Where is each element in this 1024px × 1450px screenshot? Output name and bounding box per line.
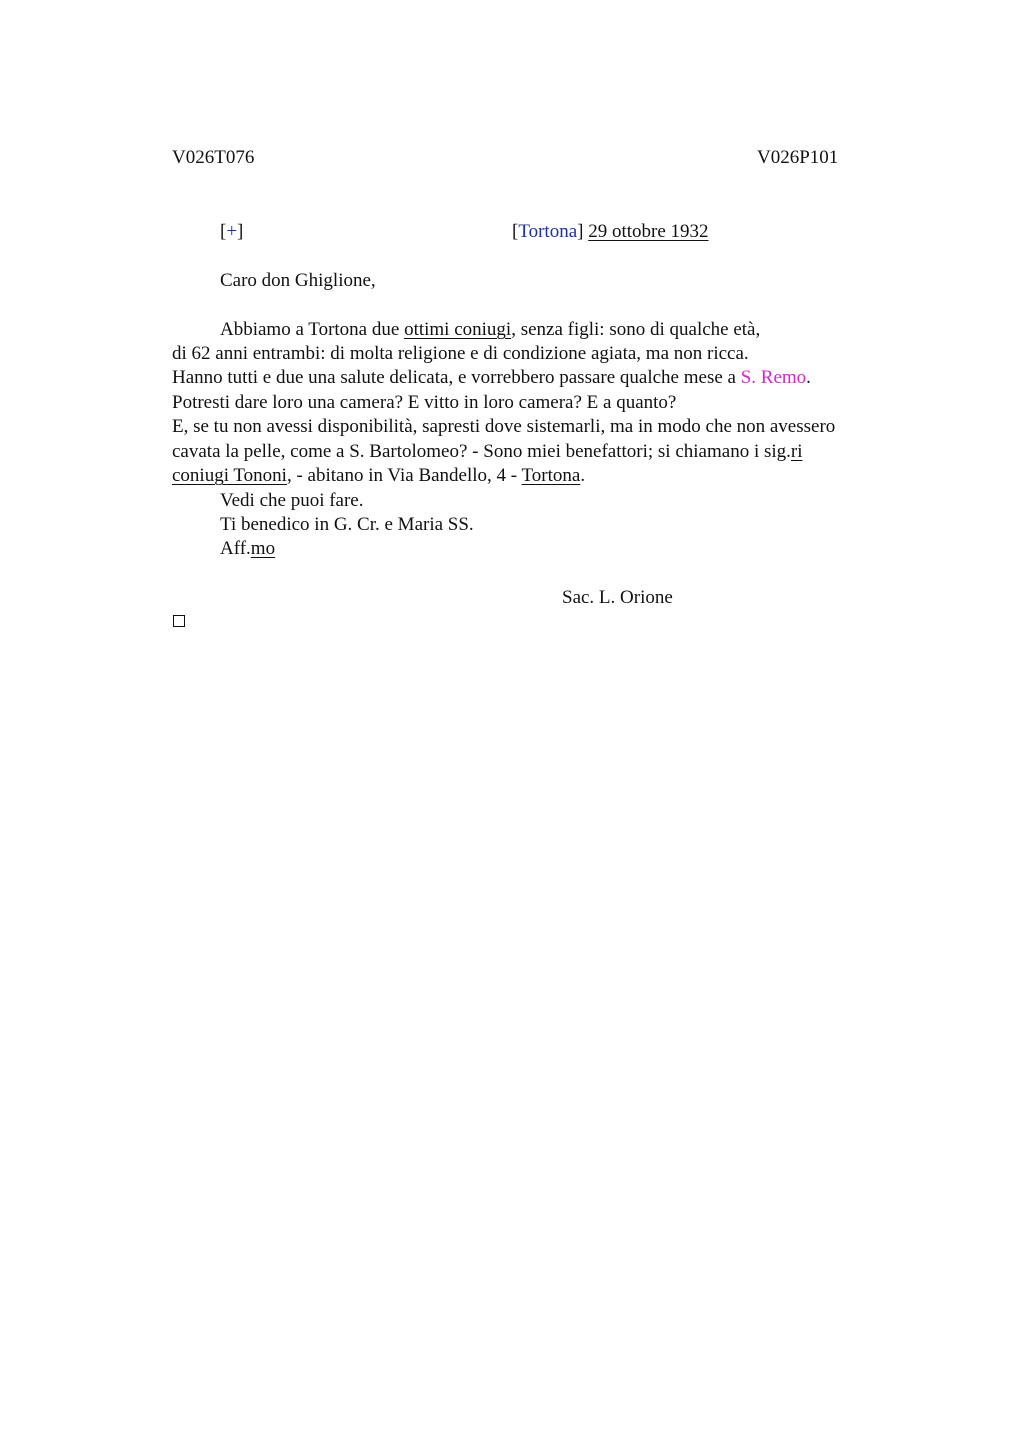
bracket-open: [: [220, 221, 227, 242]
place-name: S. Remo: [740, 367, 807, 388]
text-run: cavata la pelle, come a S. Bartolomeo? - Sono miei benefattori; si chiamano i sig.: [172, 441, 791, 462]
letter-date: 29 ottobre 1932: [588, 221, 709, 242]
underlined-text: Tortona: [521, 465, 581, 486]
end-square-icon: [173, 615, 185, 627]
signature: Sac. L. Orione: [562, 587, 673, 608]
body-line-9: Ti benedico in G. Cr. e Maria SS.: [220, 514, 474, 535]
place-name: Tortona: [518, 221, 578, 242]
body-line-8: Vedi che puoi fare.: [220, 490, 364, 511]
body-line-2: di 62 anni entrambi: di molta religione e di condizione agiata, ma non ricca.: [172, 343, 749, 364]
underlined-text: mo: [250, 538, 276, 559]
cross-mark: [220, 220, 243, 244]
body-line-4: Potresti dare loro una camera? E vitto in loro camera? E a quanto?: [172, 392, 677, 413]
body-line-7: [172, 464, 585, 488]
text-run: Aff.: [220, 538, 251, 559]
document-code-left: V026T076: [172, 147, 255, 168]
closing: [220, 537, 275, 561]
underlined-text: ri: [790, 441, 803, 462]
bracket-open: [: [512, 221, 519, 242]
bracket-close: ]: [237, 221, 244, 242]
text-run: Abbiamo a Tortona due: [220, 319, 405, 340]
body-line-3: [172, 366, 811, 390]
underlined-text: coniugi Tononi: [172, 465, 287, 486]
underlined-text: ottimi coniugi: [404, 319, 512, 340]
text-run: Hanno tutti e due una salute delicata, e vorrebbero passare qualche mese a: [172, 367, 741, 388]
bracket-close: ]: [577, 221, 584, 242]
text-run: , - abitano in Via Bandello, 4 -: [286, 465, 522, 486]
text-run: .: [580, 465, 586, 486]
text-run: , senza figli: sono di qualche età,: [511, 319, 761, 340]
document-code-right: V026P101: [757, 147, 839, 168]
text-run: .: [806, 367, 811, 388]
salutation: Caro don Ghiglione,: [220, 270, 376, 291]
body-line-5: E, se tu non avessi disponibilità, sapresti dove sistemarli, ma in modo che non avessero: [172, 416, 836, 437]
body-line-6: [172, 440, 803, 464]
body-line-1: [220, 318, 760, 342]
cross-symbol: +: [226, 221, 238, 242]
dateline: [512, 220, 709, 244]
